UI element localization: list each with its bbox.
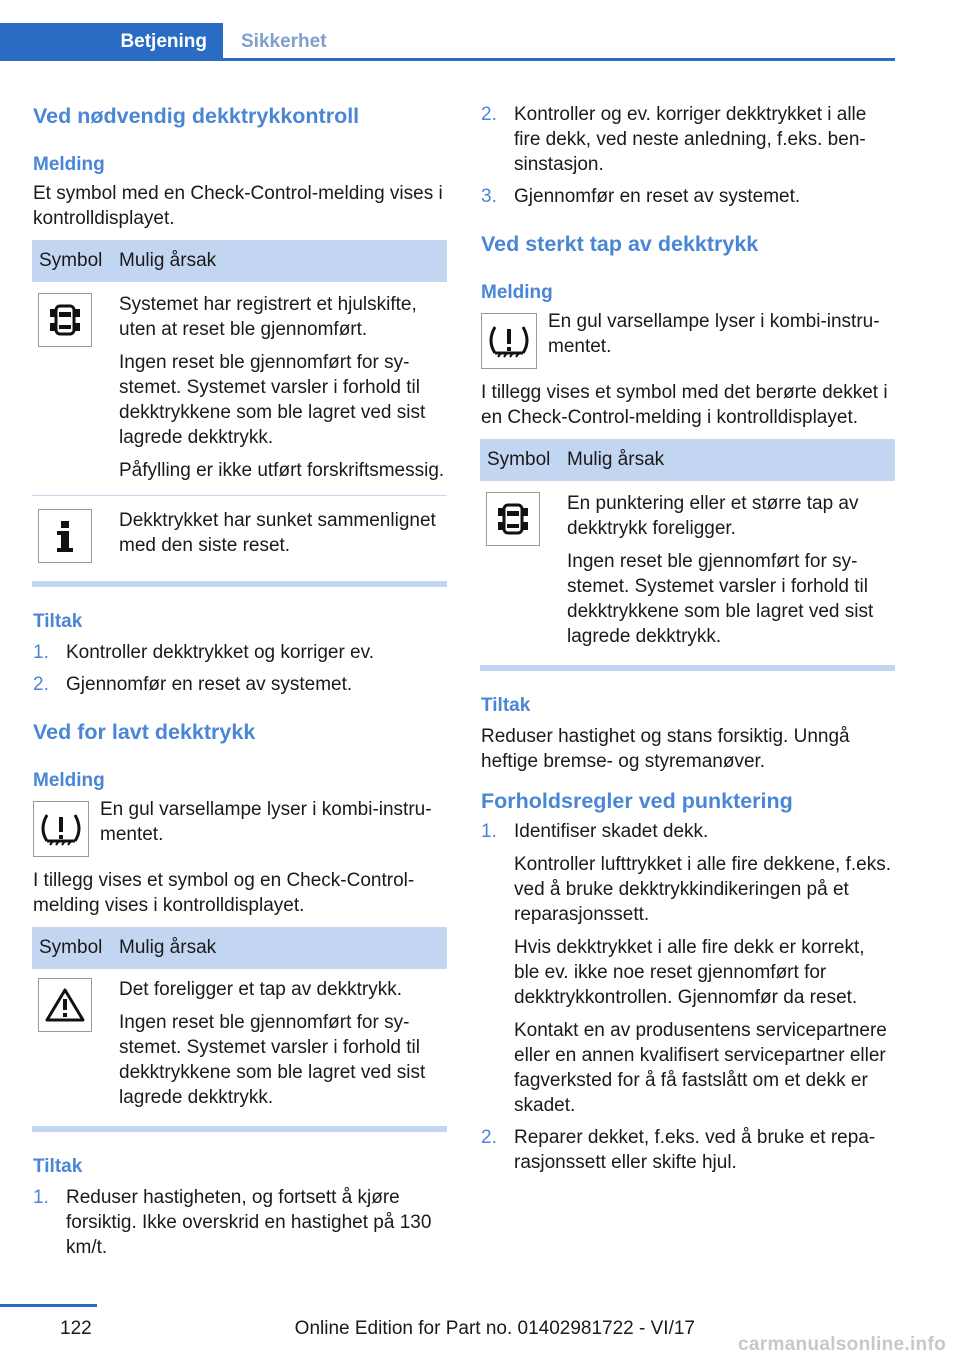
section-title-punktering: Forholdsregler ved punktering	[481, 789, 793, 813]
list-item: 3. Gjennomfør en reset av systemet.	[481, 186, 801, 207]
page-number: 122	[60, 1318, 92, 1339]
step-line: Identifiser skadet dekk.	[514, 821, 709, 842]
tiltak-list-1	[33, 640, 448, 697]
punktering-steps	[481, 819, 895, 1175]
table-row	[32, 969, 447, 1126]
cause-cell	[119, 508, 447, 563]
intro-text: I tillegg vises et symbol med det berørte dekket i en Check-Control-melding i kontrolldisplayet.	[481, 382, 888, 428]
step-line: Reparer dekket, f.eks. ved å bruke et reparasjonssett eller skifte hjul.	[514, 1127, 876, 1173]
cause-cell	[119, 292, 447, 483]
header-tabbar	[0, 23, 895, 61]
symbol-cell	[32, 977, 119, 1110]
table-bottom-rule	[32, 581, 447, 587]
right-column	[481, 102, 895, 1175]
table-row	[32, 496, 447, 581]
watermark: carmanualsonline.info	[738, 1334, 946, 1355]
warning-triangle-icon	[38, 978, 92, 1032]
symbol-cell	[480, 491, 567, 649]
tab-betjening[interactable]: Betjening	[0, 23, 223, 61]
tabbar-underline	[0, 58, 895, 61]
table-row	[32, 282, 447, 496]
table-row	[480, 481, 895, 665]
table-header	[32, 240, 447, 282]
header-symbol: Symbol	[39, 250, 103, 271]
tiltak-list-2	[33, 1185, 448, 1260]
cause-line: En punktering eller et større tap av dekktrykk foreligger.	[567, 493, 859, 539]
list-item: 2. Reparer dekket, f.eks. ved å bruke et reparasjonssett eller skifte hjul.	[481, 1125, 895, 1175]
car-tyre-icon	[38, 293, 92, 347]
subheading-melding: Melding	[33, 154, 105, 175]
symbol-table-1	[32, 240, 447, 587]
intro-text: Et symbol med en Check-Control-melding vises i kontrolldisplayet.	[33, 183, 443, 229]
tab-sikkerhet[interactable]: Sikkerhet	[241, 31, 327, 52]
table-header	[480, 439, 895, 481]
section-title-nodvendig: Ved nødvendig dekktrykkontroll	[33, 104, 360, 128]
car-tyre-icon	[486, 492, 540, 546]
header-symbol: Symbol	[39, 937, 103, 958]
list-item: 1. Kontroller dekktrykket og korriger ev.	[33, 642, 374, 663]
cause-line: Systemet har registrert et hjulskifte, uten at reset ble gjennomført.	[119, 294, 417, 340]
table-bottom-rule	[32, 1126, 447, 1132]
header-cause: Mulig årsak	[119, 250, 217, 271]
cause-line: Ingen reset ble gjennomført for systemet. Systemet varsler i forhold til dekktrykkene som ble lagret ved sist lagrede dekktrykk.	[119, 352, 426, 448]
info-icon	[38, 509, 92, 563]
list-item: 1. Identifiser skadet dekk. Kontroller lufttrykket i alle fire dekkene, f.eks. ved å bruke dekktrykkindikeringen på et reparasjonssett. Hvis dekktrykket i alle fire dekk er korrekt, ble ev. ikke noe reset gjennomført for dekktrykkontrollen. Gjennomfør da reset. Kontakt en av produsentens servicepartnere eller en annen kvalifisert servicepartner eller fagverksted for å få fastslått om et dekk er skadet.	[481, 819, 895, 1118]
step-line: Kontakt en av produsentens servicepartnere eller en annen kvalifisert servicepartner eller fagverksted for å få fastslått om et dekk er skadet.	[514, 1020, 887, 1116]
cause-cell	[567, 491, 895, 649]
cause-line: Ingen reset ble gjennomført for systemet. Systemet varsler i forhold til dekktrykkene som ble lagret ved sist lagrede dekktrykk.	[119, 1012, 426, 1108]
subheading-melding: Melding	[33, 770, 105, 791]
table-bottom-rule	[480, 665, 895, 671]
intro-text: I tillegg vises et symbol og en Check-Control-melding vises i kontrolldisplayet.	[33, 870, 415, 916]
header-cause: Mulig årsak	[567, 449, 665, 470]
header-symbol: Symbol	[487, 449, 551, 470]
cause-line: Det foreligger et tap av dekktrykk.	[119, 979, 403, 1000]
symbol-table-3	[480, 439, 895, 671]
header-cause: Mulig årsak	[119, 937, 217, 958]
subheading-melding: Melding	[481, 282, 553, 303]
step-line: Hvis dekktrykket i alle fire dekk er korrekt, ble ev. ikke noe reset gjennomført for dekktrykkontrollen. Gjennomfør da reset.	[514, 937, 865, 1008]
section-title-sterkt: Ved sterkt tap av dekktrykk	[481, 232, 759, 256]
lamp-text: En gul varsellampe lyser i kombi-instrumentet.	[100, 799, 432, 845]
section-title-lavt: Ved for lavt dekktrykk	[33, 720, 256, 744]
cause-cell	[119, 977, 447, 1110]
subheading-tiltak: Tiltak	[33, 1156, 83, 1177]
tiltak-text: Reduser hastighet og stans forsiktig. Unngå heftige bremse- og styremanøver.	[481, 726, 850, 772]
symbol-table-2	[32, 927, 447, 1132]
edition-text: Online Edition for Part no. 01402981722 - VI/17	[294, 1318, 695, 1339]
symbol-cell	[32, 292, 119, 483]
warning-lamp-message	[33, 797, 448, 857]
list-item: 2. Kontroller og ev. korriger dekktrykket i alle fire dekk, ved neste anledning, f.eks. bensinstasjon.	[481, 104, 867, 175]
warning-lamp-message	[481, 309, 895, 369]
table-header	[32, 927, 447, 969]
tyre-pressure-warning-icon	[33, 801, 89, 857]
subheading-tiltak: Tiltak	[33, 611, 83, 632]
lamp-text: En gul varsellampe lyser i kombi-instrumentet.	[548, 311, 880, 357]
list-item: 2. Gjennomfør en reset av systemet.	[33, 674, 353, 695]
left-column	[33, 100, 448, 1260]
continued-list	[481, 102, 895, 209]
footer-rule	[0, 1304, 97, 1307]
subheading-tiltak: Tiltak	[481, 695, 531, 716]
step-line: Kontroller lufttrykket i alle fire dekkene, f.eks. ved å bruke dekktrykkindikeringen på et reparasjonssett.	[514, 854, 891, 925]
tyre-pressure-warning-icon	[481, 313, 537, 369]
symbol-cell	[32, 508, 119, 563]
list-item: 1. Reduser hastigheten, og fortsett å kjøre forsiktig. Ikke overskrid en hastighet på 130 km/t.	[33, 1187, 432, 1258]
cause-line: Påfylling er ikke utført forskriftsmessig.	[119, 460, 445, 481]
cause-line: Ingen reset ble gjennomført for systemet. Systemet varsler i forhold til dekktrykkene som ble lagret ved sist lagrede dekktrykk.	[567, 551, 874, 647]
cause-line: Dekktrykket har sunket sammenlignet med den siste reset.	[119, 510, 436, 556]
